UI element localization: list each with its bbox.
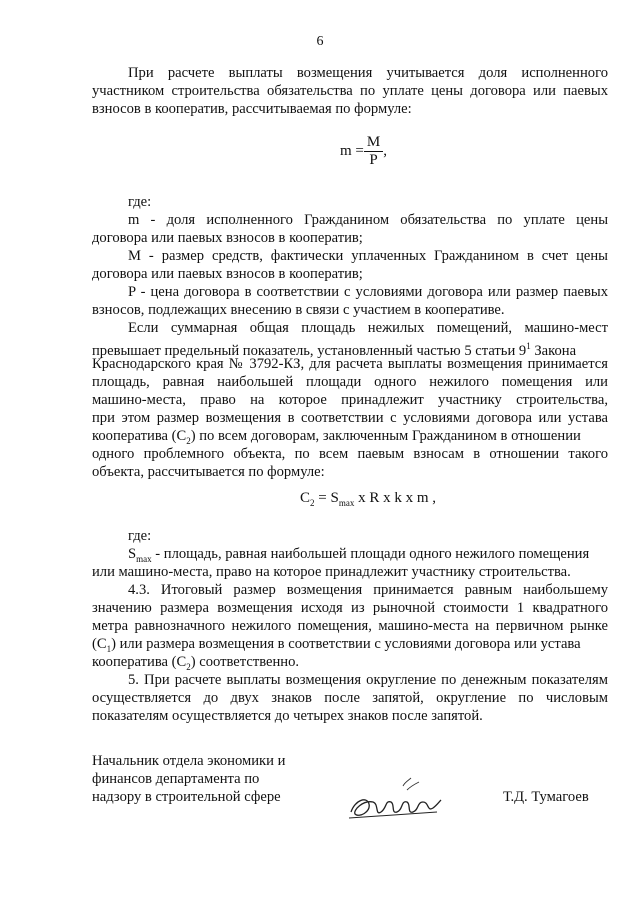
signatory-position: Начальник отдела экономики и bbox=[92, 753, 286, 769]
paragraph-line: метра равнозначного нежилого помещения, машино-места на первичном рынке bbox=[92, 618, 608, 634]
formula-symbol: = S bbox=[314, 490, 339, 506]
subscript: 1 bbox=[106, 643, 112, 654]
paragraph-line: показателям осуществляется до четырех знаков после запятой. bbox=[92, 708, 483, 724]
definition-line: договора или паевых взносов в кооператив; bbox=[92, 266, 363, 282]
where-label: где: bbox=[128, 528, 152, 544]
signatory-name: Т.Д. Тумагоев bbox=[503, 789, 589, 805]
formula-c2 bbox=[300, 490, 436, 508]
handwritten-signature bbox=[345, 772, 445, 828]
definition-line: m - доля исполненного Гражданином обязательства по уплате цены bbox=[128, 212, 608, 228]
page-number: 6 bbox=[316, 34, 324, 49]
denominator: P bbox=[369, 152, 378, 168]
subscript: max bbox=[136, 553, 152, 564]
paragraph-line: при этом размер возмещения в соответствии с условиями договора или устава bbox=[92, 410, 608, 426]
paragraph-line: Если суммарная общая площадь нежилых помещений, машино-мест bbox=[128, 320, 608, 336]
definition-line: или машино-места, право на которое принадлежит участнику строительства. bbox=[92, 564, 571, 580]
numerator: M bbox=[364, 134, 383, 152]
where-label: где: bbox=[128, 194, 152, 210]
formula-lhs: m = bbox=[340, 142, 364, 159]
formula-symbol: x R x k x m , bbox=[354, 490, 437, 506]
subscript: 2 bbox=[186, 435, 191, 446]
definition-line: P - цена договора в соответствии с условиями договора или размер паевых bbox=[128, 284, 608, 300]
definition-text: - площадь, равная наибольшей площади одного нежилого помещения bbox=[151, 546, 590, 562]
paragraph-text: кооператива (C bbox=[92, 654, 187, 670]
formula-tail: , bbox=[383, 142, 387, 159]
subscript: 2 bbox=[310, 498, 315, 508]
paragraph-text: ) по всем договорам, заключенным Гражданином в отношении bbox=[190, 428, 581, 444]
paragraph-line: осуществляется до двух знаков после запятой, округление по числовым bbox=[92, 690, 608, 706]
signatory-position: надзору в строительной сфере bbox=[92, 789, 281, 805]
subscript: 2 bbox=[186, 661, 191, 672]
definition-symbol: S bbox=[128, 546, 137, 562]
formula-m bbox=[340, 134, 387, 169]
paragraph-text: кооператива (C bbox=[92, 428, 187, 444]
definition-line: договора или паевых взносов в кооператив; bbox=[92, 230, 363, 246]
paragraph-line: 5. При расчете выплаты возмещения округление по денежным показателям bbox=[128, 672, 608, 688]
paragraph-text: Закона bbox=[530, 342, 577, 359]
definition-line: взносов, подлежащих внесению в связи с участием в кооперативе. bbox=[92, 302, 505, 318]
definition-line: M - размер средств, фактически уплаченных Гражданином в счет цены bbox=[128, 248, 608, 264]
paragraph-text: ) или размера возмещения в соответствии с условиями договора или устава bbox=[111, 636, 581, 652]
formula-symbol: C bbox=[300, 490, 311, 506]
paragraph-line: машино-места, право на которое принадлежит участнику строительства, bbox=[92, 392, 608, 408]
paragraph-line: При расчете выплаты возмещения учитывается доля исполненного bbox=[128, 65, 608, 81]
paragraph-line: взносов в кооператив, рассчитываемая по формуле: bbox=[92, 101, 412, 117]
paragraph-line: участником строительства обязательства по уплате цены договора или паевых bbox=[92, 83, 608, 99]
paragraph-text: ) соответственно. bbox=[190, 654, 300, 670]
signatory-position: финансов департамента по bbox=[92, 771, 260, 787]
paragraph-line: значению размера возмещения исходя из рыночной стоимости 1 квадратного bbox=[92, 600, 608, 616]
paragraph-line: Краснодарского края № 3792-КЗ, для расчета выплаты возмещения принимается bbox=[92, 356, 608, 372]
paragraph-line: объекта, рассчитывается по формуле: bbox=[92, 464, 325, 480]
paragraph-line: одного проблемного объекта, по всем паевым взносам в отношении такого bbox=[92, 446, 608, 462]
superscript: 1 bbox=[526, 341, 531, 351]
subscript: max bbox=[338, 498, 355, 508]
paragraph-text: превышает предельный показатель, установленный частью 5 статьи 9 bbox=[92, 342, 527, 359]
paragraph-line: 4.3. Итоговый размер возмещения принимается равным наибольшему bbox=[128, 582, 608, 598]
fraction bbox=[364, 134, 383, 169]
paragraph-line: площадь, равная наибольшей площади одного нежилого помещения или bbox=[92, 374, 608, 390]
paragraph-text: (C bbox=[92, 636, 107, 652]
